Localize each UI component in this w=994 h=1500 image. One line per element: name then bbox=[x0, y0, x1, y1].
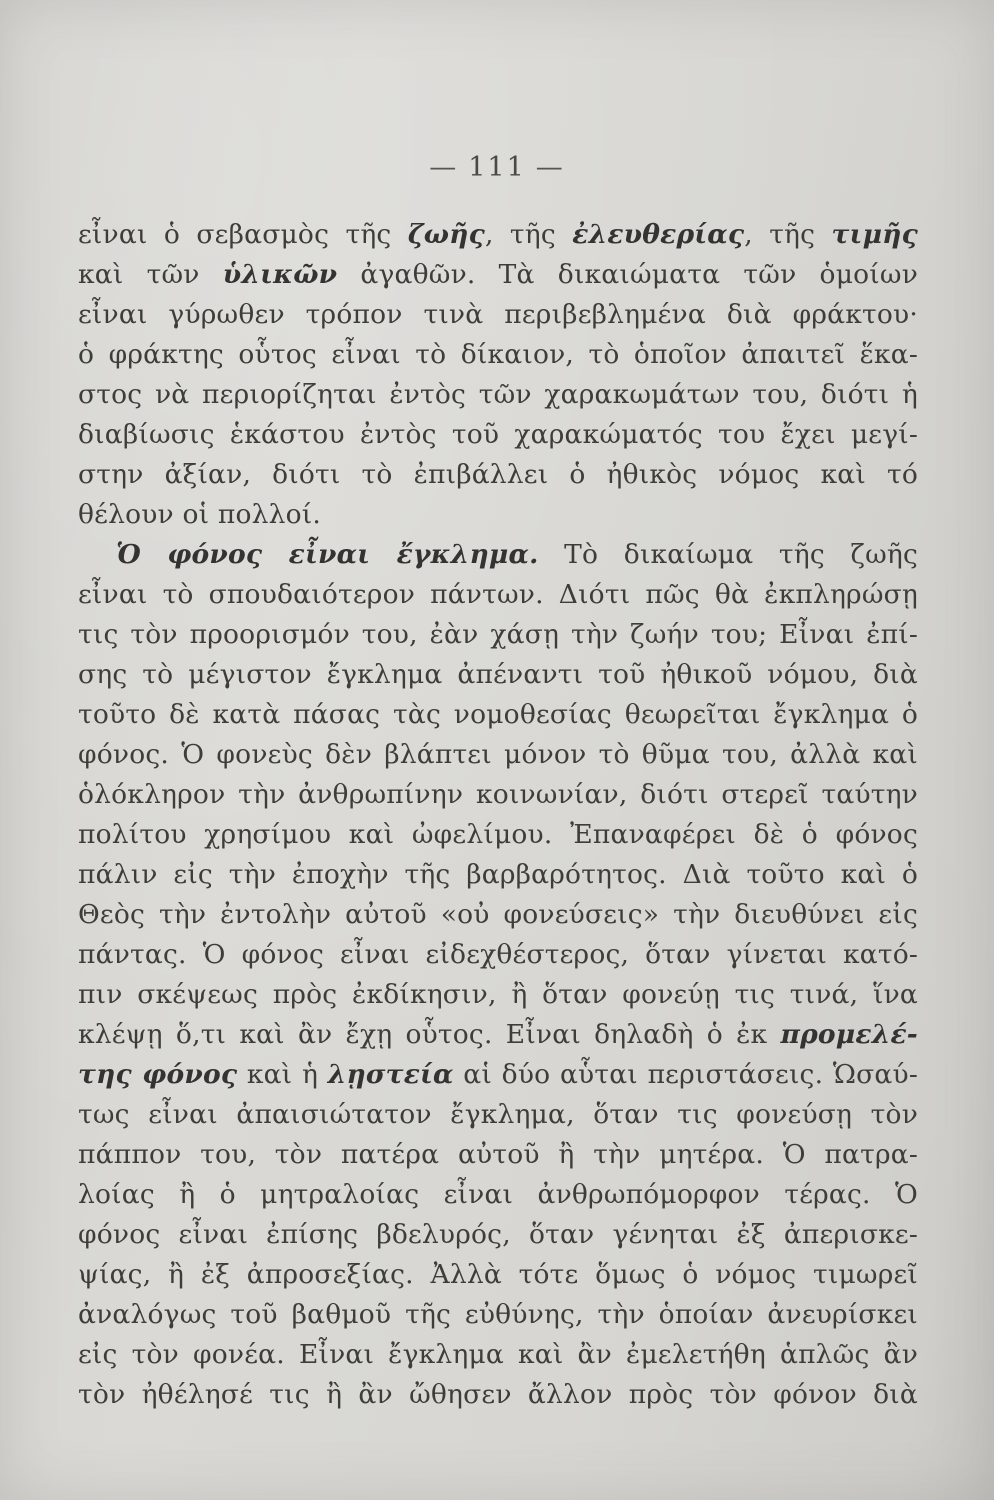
text-line bbox=[78, 695, 918, 735]
text-segment: ἀναλόγως τοῦ βαθμοῦ τῆς εὐθύνης, τὴν ὁποίαν ἀνευρίσκει bbox=[78, 1299, 918, 1330]
text-segment: πιν σκέψεως πρὸς ἐκδίκησιν, ἢ ὅταν φονεύῃ τις τινά, ἵνα bbox=[78, 979, 918, 1010]
text-line bbox=[78, 1055, 918, 1095]
text-segment: καὶ ἡ bbox=[237, 1059, 328, 1090]
text-line bbox=[78, 495, 918, 535]
text-segment: , τῆς bbox=[484, 219, 573, 250]
text-line bbox=[78, 575, 918, 615]
text-segment: ψίας, ἢ ἐξ ἀπροσεξίας. Ἀλλὰ τότε ὅμως ὁ νόμος τιμωρεῖ bbox=[78, 1259, 918, 1290]
text-segment: Τὸ δικαίωμα τῆς ζωῆς bbox=[538, 539, 918, 570]
emphasized-text: ἐλευθερίας bbox=[572, 219, 745, 250]
emphasized-text: της φόνος bbox=[78, 1059, 238, 1090]
text-segment: στος νὰ περιορίζηται ἐντὸς τῶν χαρακωμάτων του, διότι ἡ bbox=[78, 379, 918, 410]
text-segment: τως εἶναι ἀπαισιώτατον ἔγκλημα, ὅταν τις φονεύσῃ τὸν bbox=[78, 1099, 918, 1130]
text-line bbox=[78, 455, 918, 495]
text-segment: ὁ φράκτης οὗτος εἶναι τὸ δίκαιον, τὸ ὁποῖον ἀπαιτεῖ ἕκα- bbox=[78, 339, 918, 370]
text-segment: ὁλόκληρον τὴν ἀνθρωπίνην κοινωνίαν, διότι στερεῖ ταύτην bbox=[78, 779, 918, 810]
text-segment: εἰς τὸν φονέα. Εἶναι ἔγκλημα καὶ ἂν ἐμελετήθη ἁπλῶς ἂν bbox=[78, 1339, 918, 1370]
page-number: 111 bbox=[468, 152, 526, 183]
text-line bbox=[78, 775, 918, 815]
text-segment: ἀγαθῶν. Τὰ δικαιώματα τῶν ὁμοίων bbox=[337, 259, 918, 290]
text-line bbox=[78, 295, 918, 335]
text-segment: εἶναι τὸ σπουδαιότερον πάντων. Διότι πῶς θὰ ἐκπληρώσῃ bbox=[78, 579, 918, 610]
text-line bbox=[78, 615, 918, 655]
text-line bbox=[78, 335, 918, 375]
emphasized-text: τιμῆς bbox=[831, 219, 918, 250]
text-line bbox=[78, 1255, 918, 1295]
text-segment: εἶναι γύρωθεν τρόπον τινὰ περιβεβλημένα διὰ φράκτου· bbox=[78, 299, 918, 330]
text-segment: τοῦτο δὲ κατὰ πάσας τὰς νομοθεσίας θεωρεῖται ἔγκλημα ὁ bbox=[78, 699, 918, 730]
text-segment: καὶ τῶν bbox=[78, 259, 223, 290]
text-line bbox=[78, 1295, 918, 1335]
text-segment: λοίας ἢ ὁ μητραλοίας εἶναι ἀνθρωπόμορφον τέρας. Ὁ bbox=[78, 1179, 918, 1210]
text-segment: διαβίωσις ἑκάστου ἐντὸς τοῦ χαρακώματός του ἔχει μεγί- bbox=[78, 419, 918, 450]
emphasized-text: Ὁ φόνος εἶναι ἔγκλημα. bbox=[116, 539, 539, 570]
text-segment: θέλουν οἱ πολλοί. bbox=[78, 499, 321, 530]
paragraph bbox=[78, 535, 918, 1415]
text-line bbox=[78, 655, 918, 695]
text-line bbox=[78, 1375, 918, 1415]
text-segment: αἱ δύο αὗται περιστάσεις. Ὡσαύ- bbox=[453, 1059, 918, 1090]
text-segment: κλέψῃ ὅ,τι καὶ ἂν ἔχῃ οὗτος. Εἶναι δηλαδὴ ὁ ἐκ bbox=[78, 1019, 781, 1050]
text-line bbox=[78, 375, 918, 415]
text-segment: πάππον του, τὸν πατέρα αὐτοῦ ἢ τὴν μητέρα. Ὁ πατρα- bbox=[78, 1139, 918, 1170]
text-line bbox=[78, 1215, 918, 1255]
header-dash-left: — bbox=[429, 152, 459, 183]
header-dash-right: — bbox=[535, 152, 565, 183]
text-line bbox=[78, 815, 918, 855]
text-line bbox=[78, 415, 918, 455]
text-line bbox=[78, 735, 918, 775]
text-segment: στην ἀξίαν, διότι τὸ ἐπιβάλλει ὁ ἠθικὸς νόμος καὶ τό bbox=[78, 459, 918, 490]
emphasized-text: ζωῆς bbox=[407, 219, 485, 250]
text-line bbox=[78, 215, 918, 255]
text-segment: πάλιν εἰς τὴν ἐποχὴν τῆς βαρβαρότητος. Διὰ τοῦτο καὶ ὁ bbox=[78, 859, 918, 890]
text-segment: φόνος εἶναι ἐπίσης βδελυρός, ὅταν γένηται ἐξ ἀπερισκε- bbox=[78, 1219, 918, 1250]
text-segment: τὸν ἠθέλησέ τις ἢ ἂν ὤθησεν ἄλλον πρὸς τὸν φόνον διὰ bbox=[78, 1379, 918, 1410]
text-segment: , τῆς bbox=[744, 219, 832, 250]
text-segment: Θεὸς τὴν ἐντολὴν αὐτοῦ «οὐ φονεύσεις» τὴν διευθύνει εἰς bbox=[78, 899, 918, 930]
emphasized-text: λῃστεία bbox=[327, 1059, 454, 1090]
paragraph bbox=[78, 215, 918, 535]
text-line bbox=[78, 895, 918, 935]
text-line bbox=[78, 1175, 918, 1215]
text-line bbox=[78, 1015, 918, 1055]
body-text bbox=[78, 215, 918, 1415]
text-segment: πολίτου χρησίμου καὶ ὠφελίμου. Ἐπαναφέρει δὲ ὁ φόνος bbox=[78, 819, 918, 850]
page-header bbox=[0, 152, 994, 183]
text-line bbox=[78, 535, 918, 575]
text-line bbox=[78, 255, 918, 295]
text-segment: εἶναι ὁ σεβασμὸς τῆς bbox=[78, 219, 408, 250]
text-line bbox=[78, 1095, 918, 1135]
text-line bbox=[78, 935, 918, 975]
text-line bbox=[78, 1135, 918, 1175]
text-segment: τις τὸν προορισμόν του, ἐὰν χάσῃ τὴν ζωήν του; Εἶναι ἐπί- bbox=[78, 619, 918, 650]
text-line bbox=[78, 855, 918, 895]
emphasized-text: προμελέ- bbox=[780, 1019, 918, 1050]
emphasized-text: ὑλικῶν bbox=[222, 259, 338, 290]
text-segment: σης τὸ μέγιστον ἔγκλημα ἀπέναντι τοῦ ἠθικοῦ νόμου, διὰ bbox=[78, 659, 918, 690]
text-line bbox=[78, 975, 918, 1015]
text-segment: φόνος. Ὁ φονεὺς δὲν βλάπτει μόνον τὸ θῦμα του, ἀλλὰ καὶ bbox=[78, 739, 918, 770]
text-line bbox=[78, 1335, 918, 1375]
text-segment: πάντας. Ὁ φόνος εἶναι εἰδεχθέστερος, ὅταν γίνεται κατό- bbox=[78, 939, 918, 970]
